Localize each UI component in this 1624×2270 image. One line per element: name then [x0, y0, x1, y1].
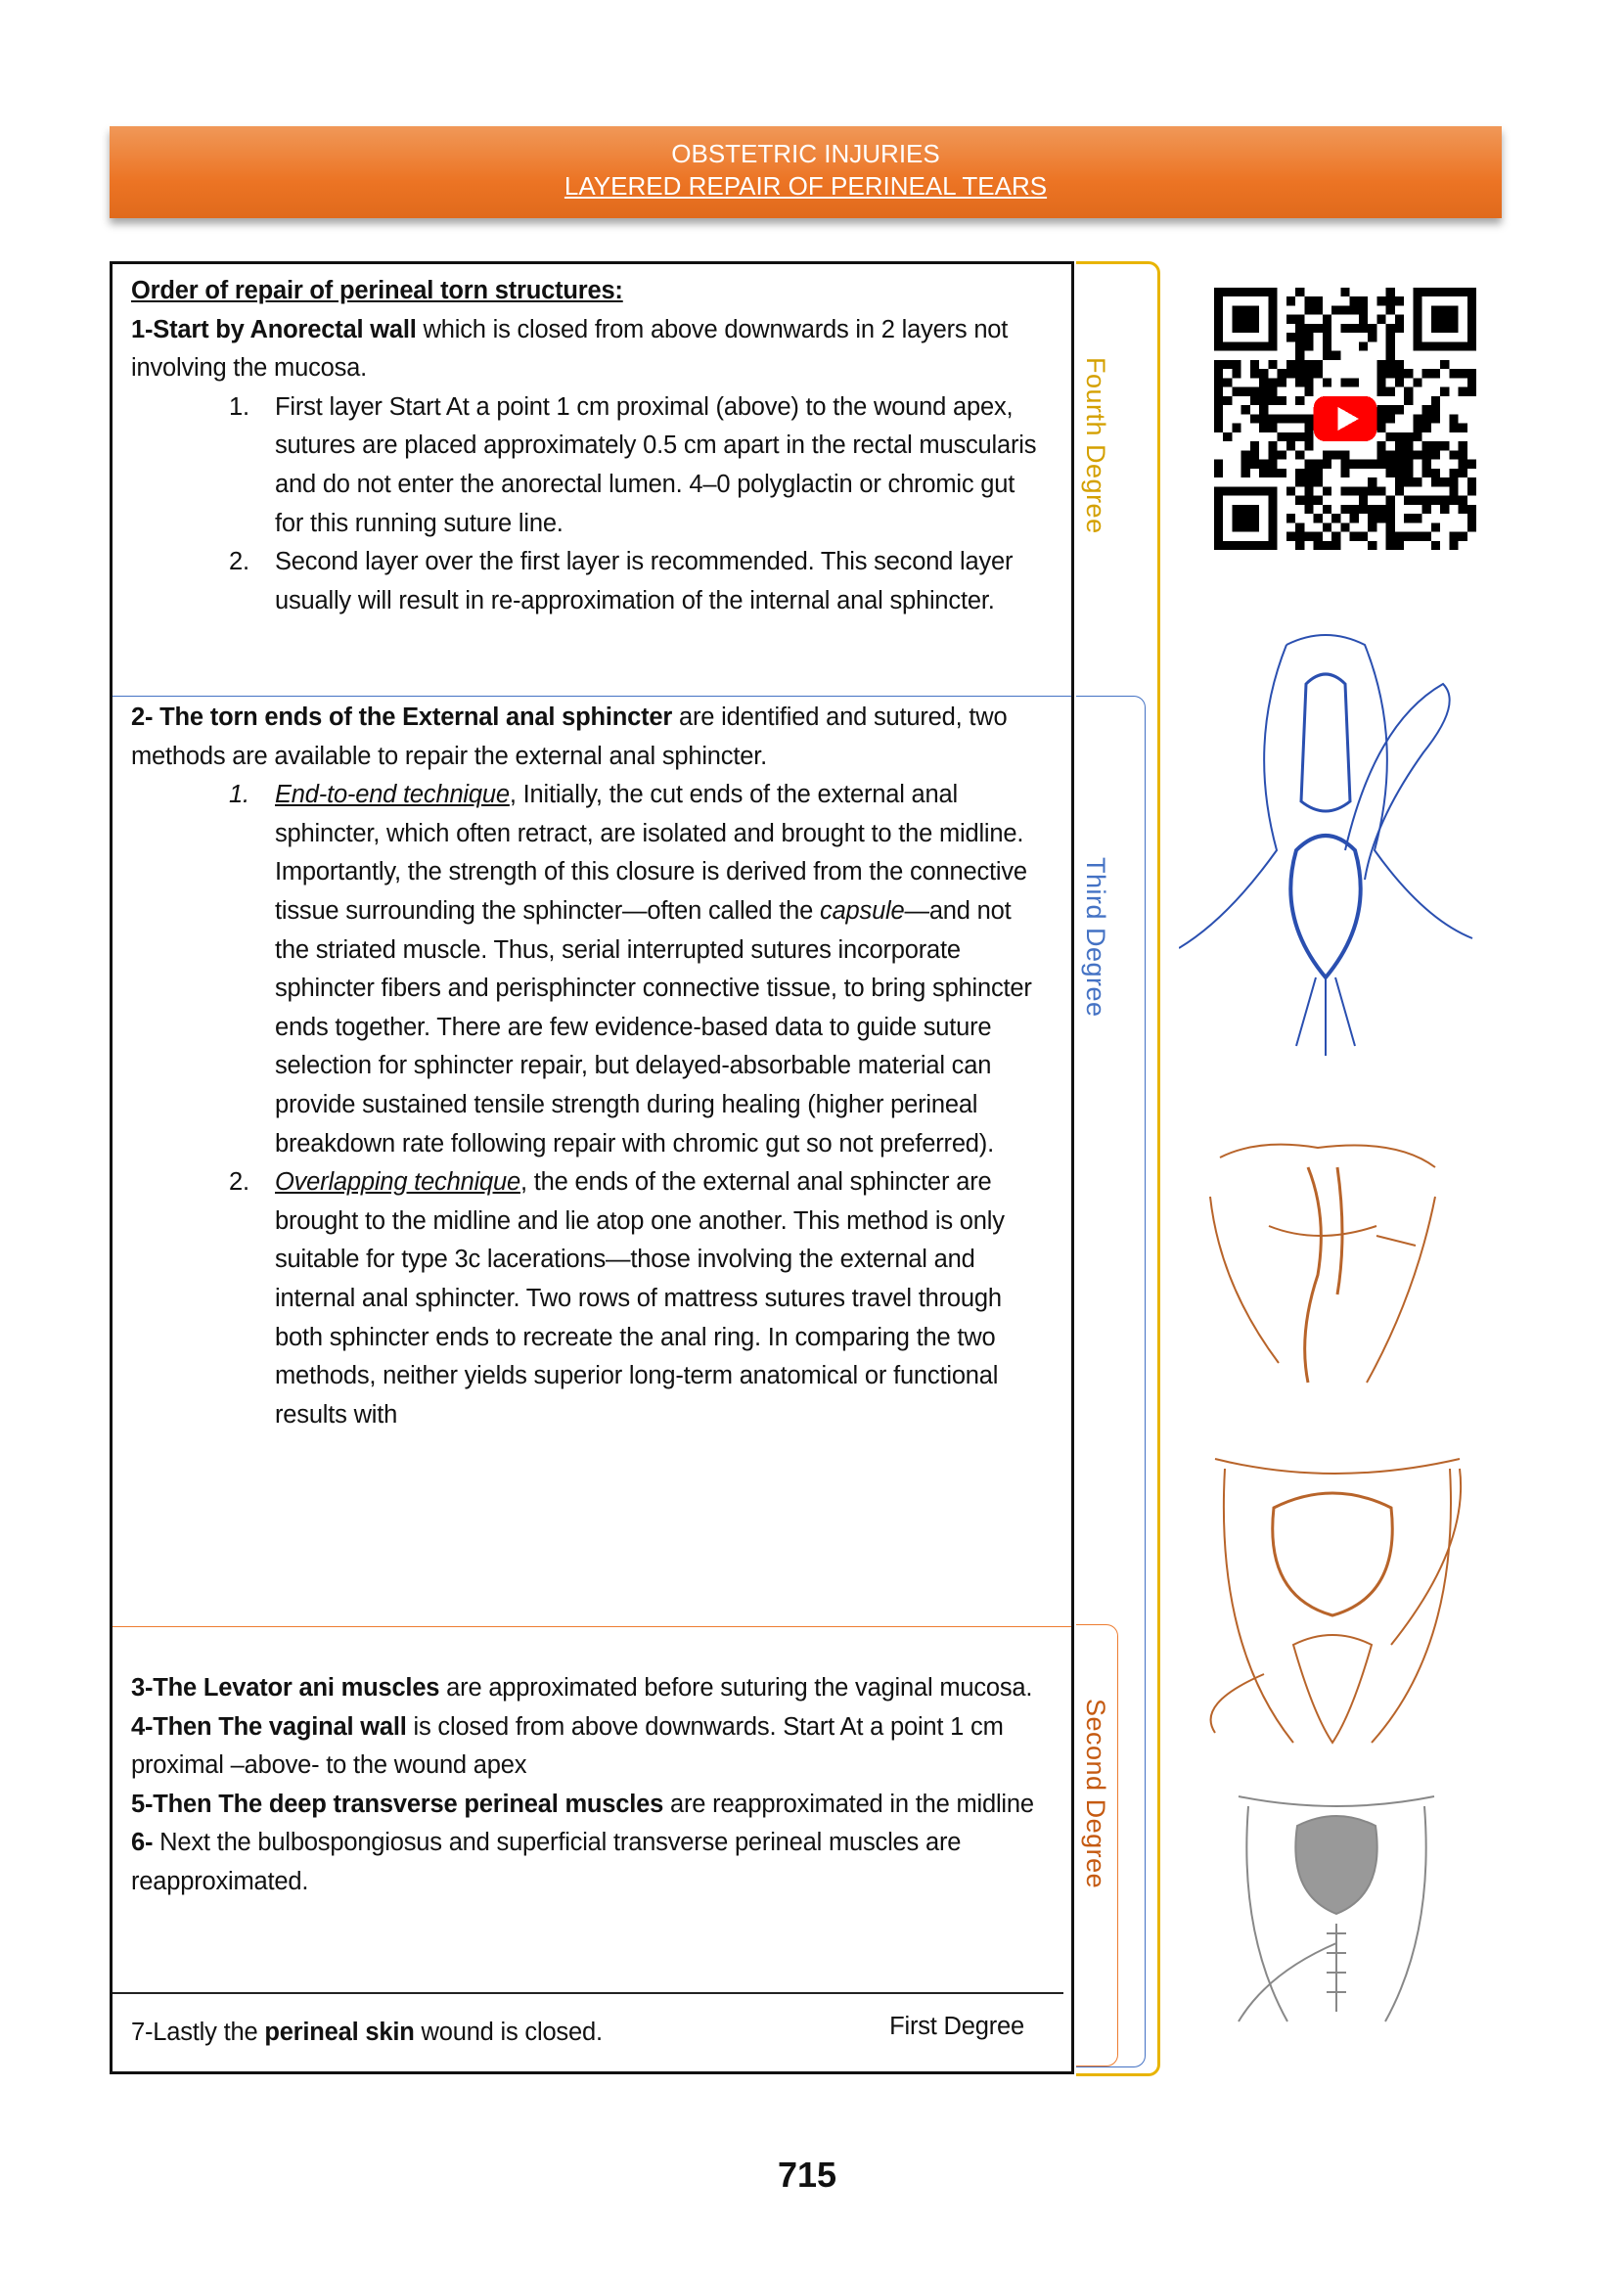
- item-text: —and not the striated muscle. Thus, serial interrupted sutures incorporate sphincter fibers and perisphincter connective tissue, to bring sphincter ends together. There are few evidence-based data to guide suture selection for sphincter repair, but delayed-absorbable material can provide sustained tensile strength during healing (higher perineal breakdown rate following repair with chromic gut so not preferred).: [275, 896, 1032, 1158]
- first-degree-section: [113, 1992, 1063, 2053]
- item-text: Second layer over the first layer is recommended. This second layer usually will result in re-approximation of the internal anal sphincter.: [275, 548, 1014, 614]
- third-degree-section: [113, 696, 1071, 1434]
- step2-bold: 2- The torn ends of the External anal sphincter: [131, 704, 673, 731]
- first-degree-label: First Degree: [889, 2013, 1024, 2040]
- step7-text: wound is closed.: [414, 2019, 603, 2046]
- item-number: 2.: [229, 548, 249, 576]
- technique-title: Overlapping technique: [275, 1168, 520, 1197]
- step4-bold: 4-Then The vaginal wall: [131, 1712, 407, 1741]
- levator-ani-illustration: [1200, 1138, 1445, 1392]
- step3-text: are approximated before suturing the vaginal mucosa.: [439, 1674, 1033, 1702]
- page-number: 715: [777, 2155, 837, 2195]
- third-degree-illustration: [1179, 625, 1487, 1070]
- youtube-play-icon: [1314, 396, 1377, 441]
- step4-text: is closed from above downwards. Start At a point 1 cm proximal –above- to the wound apex: [131, 1712, 1004, 1780]
- step6-bold: 6-: [131, 1829, 154, 1857]
- step5-text: are reapproximated in the midline: [663, 1790, 1034, 1818]
- step5-bold: 5-Then The deep transverse perineal muscles: [131, 1790, 664, 1818]
- step1-text: which is closed from above downwards in 2 layers not involving the mucosa.: [131, 315, 1009, 383]
- step3-bold: 3-The Levator ani muscles: [131, 1674, 440, 1702]
- qr-code[interactable]: [1214, 288, 1476, 550]
- technique-title: End-to-end technique: [275, 781, 510, 809]
- header-title: OBSTETRIC INJURIES: [671, 139, 940, 168]
- step6-text: Next the bulbospongiosus and superficial transverse perineal muscles are reapproximated.: [131, 1829, 962, 1895]
- page-header: [110, 126, 1502, 218]
- second-degree-label: Second Degree: [1081, 1699, 1110, 1889]
- step7-bold: perineal skin: [264, 2019, 415, 2046]
- list-item: [131, 1163, 1050, 1434]
- list-item: [131, 388, 1050, 543]
- item-number: 2.: [229, 1168, 249, 1197]
- list-item: [131, 776, 1050, 1163]
- item-text: , Initially, the cut ends of the external anal sphincter, which often retract, are isolated and brought to the midline. Importantly, the strength of this closure is derived from the connective tissue surrounding the sphincter—often called the: [275, 781, 1027, 925]
- item-number: 1.: [229, 781, 249, 809]
- second-degree-section: [113, 1626, 1071, 1902]
- header-subtitle: LAYERED REPAIR OF PERINEAL TEARS: [564, 171, 1048, 201]
- section-heading: Order of repair of perineal torn structures:: [131, 277, 623, 304]
- item-text: First layer Start At a point 1 cm proximal (above) to the wound apex, sutures are placed approximately 0.5 cm apart in the rectal muscularis and do not enter the anorectal lumen. 4–0 polyglactin or chromic gut for this running suture line.: [275, 392, 1037, 537]
- item-italic: capsule: [820, 896, 905, 925]
- item-text: , the ends of the external anal sphincter are brought to the midline and lie atop one another. This method is only suitable for type 3c lacerations—those involving the external and internal anal sphincter. Two rows of mattress sutures travel through both sphincter ends to recreate the anal ring. In comparing the two methods, neither yields superior long-term anatomical or functional results with: [275, 1168, 1005, 1429]
- fourth-degree-label: Fourth Degree: [1081, 357, 1110, 534]
- third-degree-label: Third Degree: [1081, 857, 1110, 1018]
- step1-bold: 1-Start by Anorectal wall: [131, 315, 417, 343]
- list-item: [131, 543, 1050, 620]
- step2-text: are identified and sutured, two methods are available to repair the external anal sphincter.: [131, 704, 1008, 770]
- item-number: 1.: [229, 392, 249, 421]
- overlapping-repair-illustration: [1195, 1449, 1474, 1757]
- skin-closure-illustration: [1229, 1787, 1444, 2034]
- step7-text: 7-Lastly the: [131, 2019, 265, 2046]
- repair-steps-box: [110, 261, 1074, 2074]
- fourth-degree-section: [113, 272, 1071, 620]
